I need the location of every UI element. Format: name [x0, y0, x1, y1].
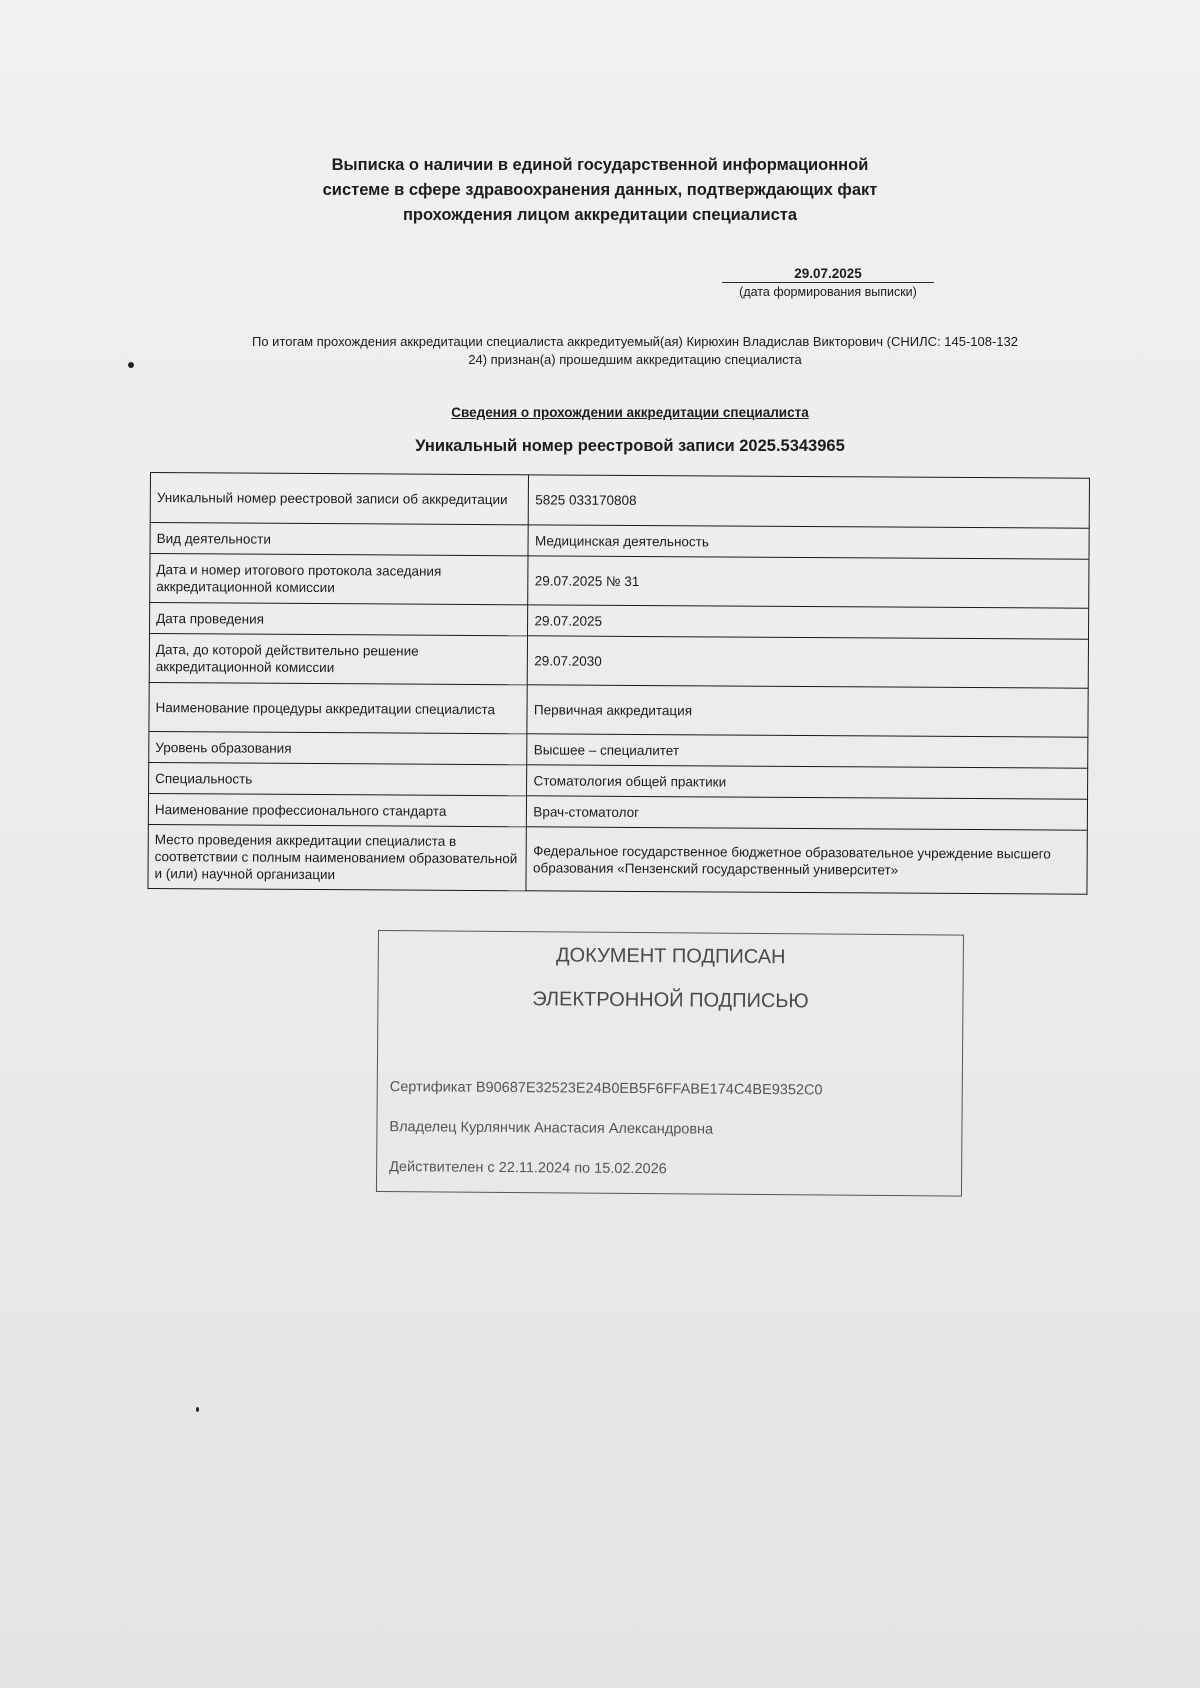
stamp-validity: Действителен с 22.11.2024 по 15.02.2026	[389, 1159, 667, 1178]
extract-date-caption: (дата формирования выписки)	[739, 285, 917, 299]
table-row	[149, 634, 1088, 689]
extract-date-block	[722, 266, 934, 299]
row-value: Врач-стоматолог	[527, 796, 1088, 830]
row-label: Наименование процедуры аккредитации специалиста	[149, 682, 528, 733]
row-value: 29.07.2025	[528, 605, 1089, 639]
stamp-subheading: ЭЛЕКТРОННОЙ ПОДПИСЬЮ	[532, 988, 809, 1013]
intro-line: По итогам прохождения аккредитации специалиста аккредитуемый(ая) Кирюхин Владислав Викторович (СНИЛС: 145-108-132	[252, 334, 1018, 349]
registry-number-heading: Уникальный номер реестровой записи 2025.5343965	[415, 437, 845, 455]
row-value: Медицинская деятельность	[528, 525, 1089, 559]
document-title	[300, 153, 900, 228]
paper-speck	[128, 362, 134, 368]
row-value: Первичная аккредитация	[527, 685, 1088, 737]
row-value: 29.07.2030	[528, 636, 1089, 688]
row-value: 29.07.2025 № 31	[528, 556, 1089, 608]
row-value: Высшее – специалитет	[527, 734, 1088, 768]
intro-line: 24) признан(а) прошедшим аккредитацию специалиста	[468, 352, 802, 367]
row-label: Дата, до которой действительно решение аккредитационной комиссии	[149, 634, 528, 685]
paper-speck	[196, 1407, 199, 1412]
row-value: Федеральное государственное бюджетное образовательное учреждение высшего образования «Пензенский государственный университет»	[526, 827, 1087, 894]
table-row	[150, 554, 1089, 609]
row-label: Уровень образования	[149, 731, 528, 764]
row-label: Вид деятельности	[150, 523, 529, 556]
table-row	[150, 473, 1089, 529]
electronic-signature-stamp	[376, 930, 964, 1197]
title-line: Выписка о наличии в единой государственной информационной	[331, 156, 869, 174]
row-label: Дата проведения	[150, 603, 529, 636]
table-row	[149, 682, 1088, 737]
stamp-certificate: Сертификат B90687E32523E24B0EB5F6FFABE174C4BE9352C0	[389, 1079, 823, 1099]
row-label: Специальность	[149, 762, 528, 795]
table-row	[148, 824, 1087, 894]
title-line: системе в сфере здравоохранения данных, подтверждающих факт	[322, 181, 878, 199]
extract-date: 29.07.2025	[722, 266, 934, 283]
section-heading: Сведения о прохождении аккредитации специалиста	[451, 405, 809, 420]
row-value: Стоматология общей практики	[527, 765, 1088, 799]
intro-paragraph	[190, 333, 1080, 369]
row-value: 5825 033170808	[529, 475, 1090, 528]
stamp-heading: ДОКУМЕНТ ПОДПИСАН	[555, 944, 786, 969]
stamp-owner: Владелец Курлянчик Анастасия Александровна	[389, 1119, 714, 1138]
row-label: Наименование профессионального стандарта	[148, 793, 527, 826]
title-line: прохождения лицом аккредитации специалиста	[402, 206, 798, 224]
row-label: Дата и номер итогового протокола заседания аккредитационной комиссии	[150, 554, 529, 605]
row-label: Место проведения аккредитации специалиста в соответствии с полным наименованием образовательной и (или) научной организации	[148, 824, 527, 890]
accreditation-table	[147, 472, 1090, 895]
row-label: Уникальный номер реестровой записи об аккредитации	[150, 473, 529, 525]
